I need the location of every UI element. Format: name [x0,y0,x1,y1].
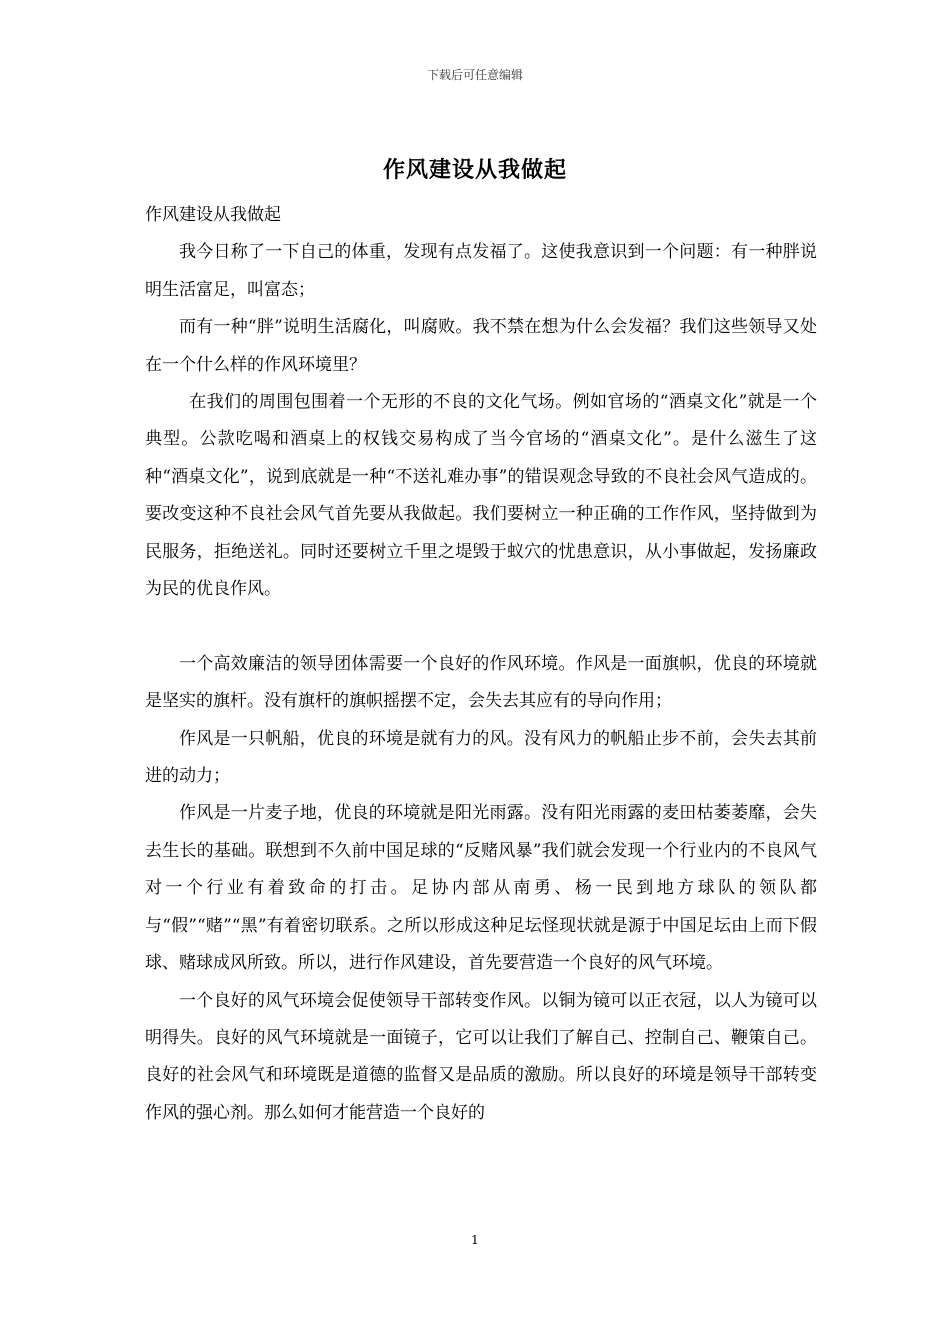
paragraph: 一个良好的风气环境会促使领导干部转变作风。以铜为镜可以正衣冠，以人为镜可以明得失。良好的风气环境就是一面镜子，它可以让我们了解自己、控制自己、鞭策自己。良好的社会风气和环境既是道德的监督又是品质的激励。所以良好的环境是领导干部转变作风的强心剂。那么如何才能营造一个良好的 [145,990,817,1123]
paragraph: 一个高效廉洁的领导团体需要一个良好的作风环境。作风是一面旗帜，优良的环境就是坚实的旗杆。没有旗杆的旗帜摇摆不定，会失去其应有的导向作用； [145,653,817,712]
document-subtitle: 作风建设从我做起 [145,205,281,225]
page-number: 1 [471,1233,479,1247]
paragraph-spacer [145,608,817,645]
page-header: 下载后可任意编辑 [426,68,523,82]
paragraph: 我今日称了一下自己的体重，发现有点发福了。这使我意识到一个问题：有一种胖说明生活富足，叫富态； [145,242,817,300]
document-body [145,197,817,1132]
paragraph: 在我们的周围包围着一个无形的不良的文化气场。例如官场的“酒桌文化”就是一个典型。公款吃喝和酒桌上的权钱交易构成了当今官场的“酒桌文化”。是什么滋生了这种“酒桌文化”，说到底就是一种“不送礼难办事”的错误观念导致的不良社会风气造成的。要改变这种不良社会风气首先要从我做起。我们要树立一种正确的工作作风，坚持做到为民服务，拒绝送礼。同时还要树立千里之堤毁于蚁穴的忧患意识，从小事做起，发扬廉政为民的优良作风。 [145,392,817,600]
document-title: 作风建设从我做起 [382,157,567,183]
paragraph: 作风是一只帆船，优良的环境是就有力的风。没有风力的帆船止步不前，会失去其前进的动力； [145,728,817,787]
paragraph: 作风是一片麦子地，优良的环境就是阳光雨露。没有阳光雨露的麦田枯萎萎靡，会失去生长的基础。联想到不久前中国足球的“反赌风暴”我们就会发现一个行业内的不良风气对一个行业有着致命的打击。足协内部从南勇、杨一民到地方球队的领队都与“假”“赌”“黑”有着密切联系。之所以形成这种足坛怪现状就是源于中国足坛由上而下假球、赌球成风所致。所以，进行作风建设，首先要营造一个良好的风气环境。 [145,803,817,974]
paragraph: 而有一种“胖”说明生活腐化，叫腐败。我不禁在想为什么会发福？我们这些领导又处在一个什么样的作风环境里？ [145,317,817,375]
